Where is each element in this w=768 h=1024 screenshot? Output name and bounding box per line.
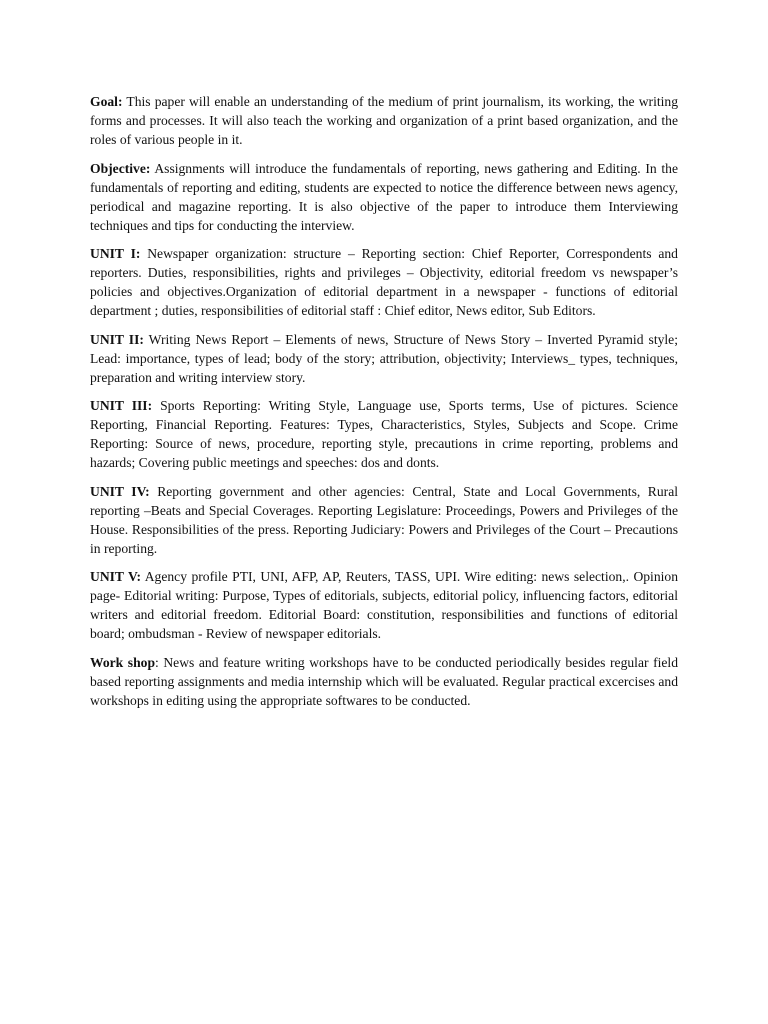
unit-4-text: Reporting government and other agencies: Central, State and Local Governments, Rural reporting –Beats and Special Coverages. Reporting Legislature: Proceedings, Powers and Privileges of the House. Responsibilities of the press. Reporting Judiciary: Powers and Privileges of the Court – Precautions in reporting. bbox=[90, 483, 679, 556]
objective-paragraph bbox=[90, 159, 678, 235]
unit-3-text: Sports Reporting: Writing Style, Language use, Sports terms, Use of pictures. Science Reporting, Financial Reporting. Features: Types, Characteristics, Styles, Subjects and Scope. Crime Reporting: Source of news, procedure, reporting style, precautions in crime reporting, problems and hazards; Covering public meetings and speeches: dos and donts. bbox=[90, 398, 678, 470]
workshop-label: Work shop bbox=[90, 654, 156, 670]
unit-2-text: Writing News Report – Elements of news, Structure of News Story – Inverted Pyramid style; Lead: importance, types of lead; body of the story; attribution, objectivity; Interviews_ types, techniques, preparation and writing interview story. bbox=[90, 331, 678, 385]
unit-4-label: UNIT IV: bbox=[90, 483, 150, 499]
document-page bbox=[90, 92, 678, 719]
unit-1-text: Newspaper organization: structure – Reporting section: Chief Reporter, Correspondents and reporters. Duties, responsibilities, rights and privileges – Objectivity, editorial freedom vs newspaper’s policies and objectives.Organization of editorial department in a newspaper - functions of editorial department ; duties, responsibilities of editorial staff : Chief editor, News editor, Sub Editors. bbox=[90, 246, 678, 318]
workshop-text: : News and feature writing workshops have to be conducted periodically besides regular field based reporting assignments and media internship which will be evaluated. Regular practical excercises and workshops in editing using the appropriate softwares to be conducted. bbox=[90, 654, 678, 708]
unit-5-paragraph bbox=[90, 567, 678, 643]
goal-paragraph bbox=[90, 92, 678, 149]
unit-5-label: UNIT V: bbox=[90, 569, 142, 584]
unit-5-text: Agency profile PTI, UNI, AFP, AP, Reuters, TASS, UPI. Wire editing: news selection,. Opinion page- Editorial writing: Purpose, Types of editorials, subjects, editorial policy, influencing factors, editorial writers and editorial freedom. Editorial Board: constitution, responsibilities and functions of editorial board; ombudsman - Review of newspaper editorials. bbox=[90, 569, 679, 641]
unit-2-label: UNIT II: bbox=[90, 331, 144, 347]
objective-text: Assignments will introduce the fundamentals of reporting, news gathering and Editing. In the fundamentals of reporting and editing, students are expected to notice the difference between news agency, periodical and magazine reporting. It is also objective of the paper to introduce them Interviewing techniques and tips for conducting the interview. bbox=[90, 160, 678, 233]
unit-4-paragraph bbox=[90, 482, 678, 558]
goal-label: Goal: bbox=[90, 94, 123, 109]
workshop-paragraph bbox=[90, 653, 678, 710]
objective-label: Objective: bbox=[90, 160, 151, 176]
unit-1-label: UNIT I: bbox=[90, 246, 141, 261]
unit-3-paragraph bbox=[90, 396, 678, 472]
unit-1-paragraph bbox=[90, 244, 678, 320]
unit-3-label: UNIT III: bbox=[90, 398, 153, 413]
goal-text: This paper will enable an understanding of the medium of print journalism, its working, the writing forms and processes. It will also teach the working and organization of a print based organization, and the roles of various people in it. bbox=[90, 94, 678, 147]
unit-2-paragraph bbox=[90, 330, 678, 387]
